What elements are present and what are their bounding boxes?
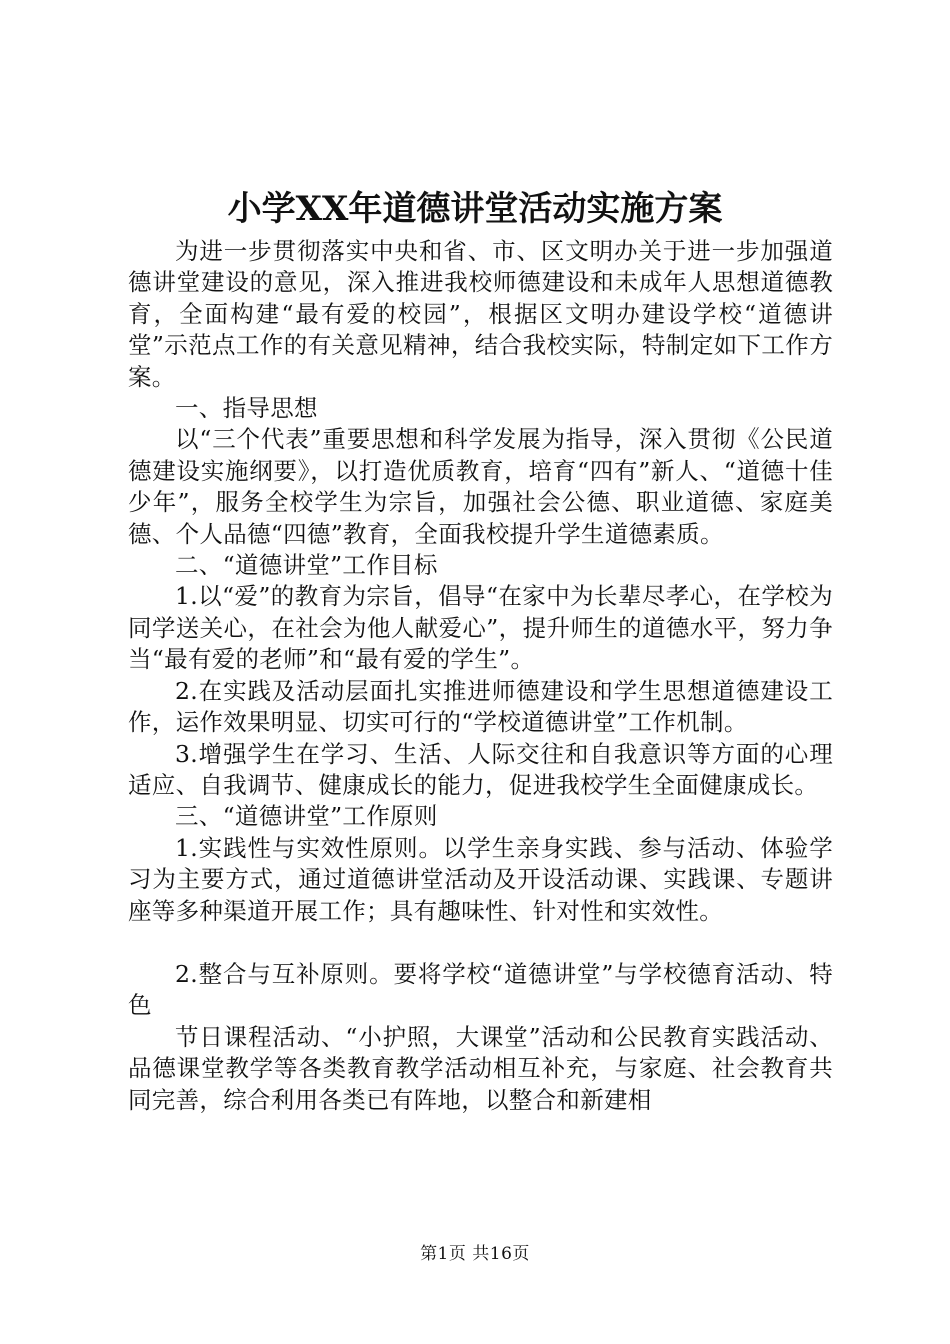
section-heading-guiding-thought: 一、指导思想 <box>175 394 318 423</box>
paragraph-goal-1: 1.以“爱”的教育为宗旨，倡导“在家中为长辈尽孝心，在学校为同学送关心，在社会为他人献爱心”，提升师生的道德水平，努力争当“最有爱的老师”和“最有爱的学生”。 <box>128 582 833 674</box>
document-body <box>128 236 833 1116</box>
paragraph-principle-2-continued: 节日课程活动、“小护照，大课堂”活动和公民教育实践活动、品德课堂教学等各类教育教学活动相互补充，与家庭、社会教育共同完善，综合利用各类已有阵地，以整合和新建相 <box>128 1022 833 1114</box>
paragraph-goal-2: 2.在实践及活动层面扎实推进师德建设和学生思想道德建设工作，运作效果明显、切实可行的“学校道德讲堂”工作机制。 <box>128 676 833 737</box>
section-heading-work-principles: 三、“道德讲堂”工作原则 <box>175 802 438 831</box>
section-heading-work-goals: 二、“道德讲堂”工作目标 <box>175 551 438 580</box>
paragraph-intro: 为进一步贯彻落实中央和省、市、区文明办关于进一步加强道德讲堂建设的意见，深入推进我校师德建设和未成年人思想道德教育，全面构建“最有爱的校园”，根据区文明办建设学校“道德讲堂”示范点工作的有关意见精神，结合我校实际，特制定如下工作方案。 <box>128 237 833 391</box>
paragraph-principle-1: 1.实践性与实效性原则。以学生亲身实践、参与活动、体验学习为主要方式，通过道德讲堂活动及开设活动课、实践课、专题讲座等多种渠道开展工作；具有趣味性、针对性和实效性。 <box>128 833 833 925</box>
paragraph-goal-3: 3.增强学生在学习、生活、人际交往和自我意识等方面的心理适应、自我调节、健康成长的能力，促进我校学生全面健康成长。 <box>128 739 833 799</box>
paragraph-guiding-thought: 以“三个代表”重要思想和科学发展为指导，深入贯彻《公民道德建设实施纲要》，以打造优质教育，培育“四有”新人、“道德十佳少年”，服务全校学生为宗旨，加强社会公德、职业道德、家庭美德、个人品德“四德”教育，全面我校提升学生道德素质。 <box>128 425 833 548</box>
page-title: 小学XX年道德讲堂活动实施方案 <box>227 189 723 229</box>
paragraph-principle-2: 2.整合与互补原则。要将学校“道德讲堂”与学校德育活动、特色 <box>128 959 833 1020</box>
page-number: 第1页 共16页 <box>420 1244 530 1264</box>
